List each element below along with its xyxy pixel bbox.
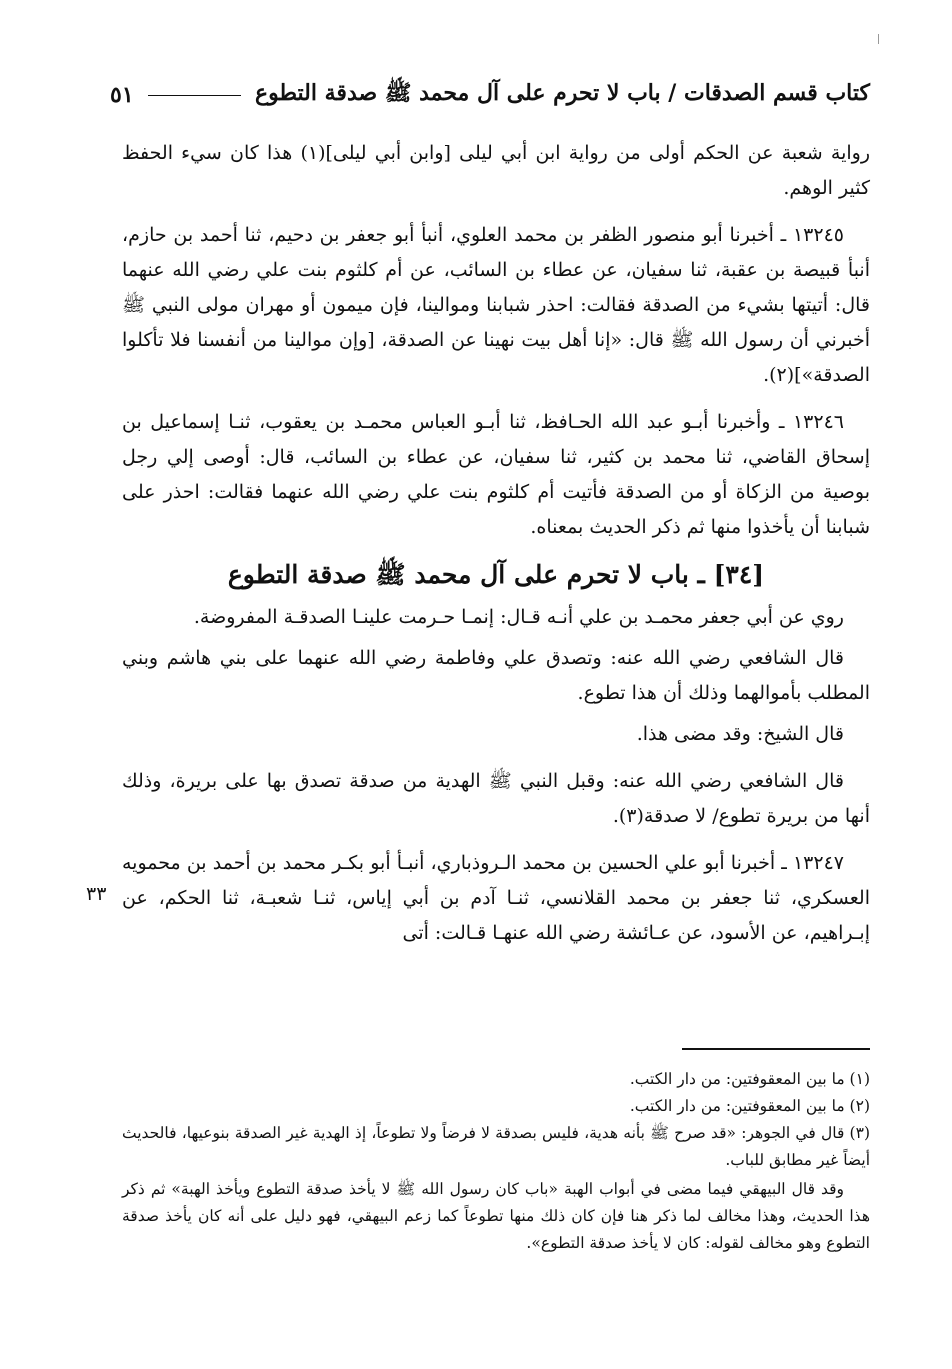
paragraph: قال الشافعي رضي الله عنه: وقبل النبي ﷺ الهدية من صدقة تصدق بها على بريرة، وذلك أنها من بريرة تطوع/ لا صدقة(٣). — [122, 770, 870, 827]
hadith-13245: ١٣٢٤٥ ـ أخبرنا أبو منصور الظفر بن محمد العلوي، أنبأ أبو جعفر بن دحيم، ثنا أحمد بن حازم، أنبأ قبيصة بن عقبة، ثنا سفيان، عن عطاء بن السائب، عن أم كلثوم بنت علي رضي الله عنهما قال: أتيتها بشيء من الصدقة فقالت: احذر شبابنا وموالينا، فإن ميمون أو مهران مولى النبي ﷺ أخبرني أن رسول الله ﷺ قال: «إنا أهل بيت نهينا عن الصدقة، [وإن موالينا من أنفسنا فلا تأكلوا الصدقة»](٢). — [122, 224, 870, 386]
footnote-2: (٢) ما بين المعقوفتين: من دار الكتب. — [629, 1097, 870, 1115]
paragraph: روي عن أبي جعفر محمـد بن علي أنـه قـال: إنمـا حـرمت علينـا الصدقـة المفروضة. — [193, 606, 844, 628]
footnote-3-continuation: وقد قال البيهقي فيما مضى في أبواب الهبة «باب كان رسول الله ﷺ لا يأخذ صدقة التطوع ويأخذ الهبة» ثم ذكر هذا الحديث، وهذا مخالف لما ذكر هنا فإن كان ذلك منها تطوعاً كما زعم البيهقي، فهو دليل على أنه كان يأخذ صدقة التطوع وهو مخالف لقوله: كان لا يأخذ صدقة التطوع». — [122, 1180, 870, 1252]
footnote-divider — [682, 1048, 870, 1050]
page-number: ٥١ — [110, 82, 134, 108]
footnote-1: (١) ما بين المعقوفتين: من دار الكتب. — [629, 1070, 870, 1088]
main-text — [122, 136, 870, 963]
paragraph: قال الشافعي رضي الله عنه: وتصدق علي وفاطمة رضي الله عنهما على بني هاشم وبني المطلب بأموالهما وذلك أن هذا تطوع. — [122, 647, 870, 704]
footnote-3: (٣) قال في الجوهر: «قد صرح ﷺ بأنه هدية، فليس بصدقة لا فرضاً ولا تطوعاً، إذ الهدية غير الصدقة بنوعيها، فالحديث أيضاً غير مطابق للباب. — [122, 1124, 870, 1169]
margin-volume-number: ٣٣ — [86, 883, 107, 905]
corner-mark — [878, 34, 879, 44]
hadith-13246: ١٣٢٤٦ ـ وأخبرنا أبـو عبد الله الحـافظ، ثنا أبـو العباس محمـد بن يعقوب، ثنـا إسماعيل بن إسحاق القاضي، ثنا محمد بن كثير، ثنا سفيان، عن عطاء بن السائب، قال: أوصى إلي رجل بوصية من الزكاة أو من الصدقة فأتيت أم كلثوم بنت علي رضي الله عنهما فقالت: احذر على شبابنا أن يأخذوا منها ثم ذكر الحديث بمعناه. — [122, 411, 870, 538]
footnotes — [122, 1066, 870, 1257]
section-heading: [٣٤] ـ باب لا تحرم على آل محمد ﷺ صدقة التطوع — [227, 560, 765, 589]
hadith-13247: ١٣٢٤٧ ـ أخبرنا أبو علي الحسين بن محمد الـروذباري، أنبـأ أبو بكـر محمد بن أحمد بن محمويه العسكري، ثنا جعفر بن محمد القلانسي، ثنـا آدم بن أبي إياس، ثنـا شعبـة، ثنا الحكم، عن إبـراهيم، عن الأسود، عن عـائشة رضي الله عنهـا قـالت: أتى — [122, 852, 870, 944]
header-rule — [148, 95, 241, 96]
paragraph: قال الشيخ: وقد مضى هذا. — [636, 723, 844, 745]
header-title: كتاب قسم الصدقات / باب لا تحرم على آل محمد ﷺ صدقة التطوع — [254, 80, 870, 106]
paragraph: رواية شعبة عن الحكم أولى من رواية ابن أبي ليلى [وابن أبي ليلى](١) هذا كان سيء الحفظ كثير الوهم. — [122, 142, 870, 199]
running-header — [110, 78, 870, 112]
